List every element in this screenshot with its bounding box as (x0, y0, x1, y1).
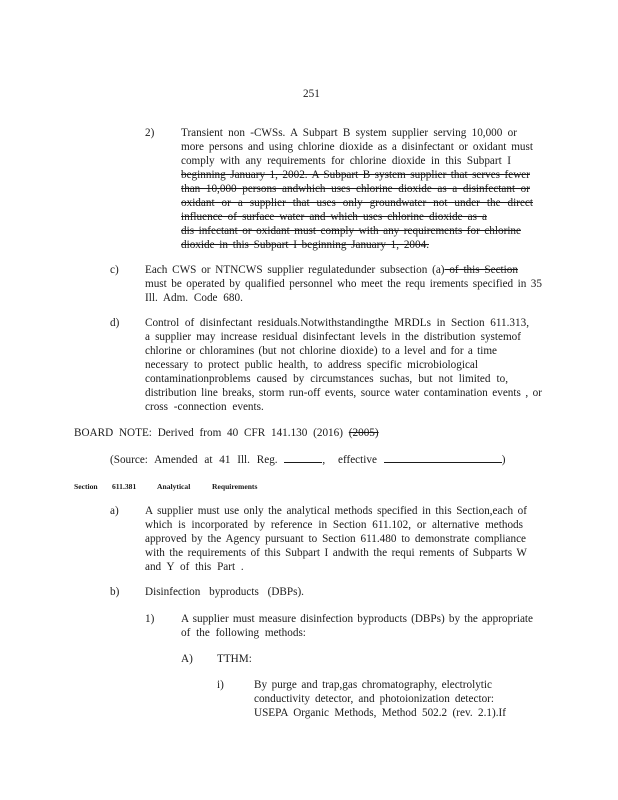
item-b1-line: A supplier must measure disinfection byproducts (DBPs) by the appropriate (181, 613, 533, 625)
item-d-line: distribution line breaks, storm run-off events, source water contamination events , or (145, 387, 542, 399)
section-title-2: Requirements (212, 482, 258, 491)
item-a-line: A supplier must use only the analytical methods specified in this Section,each of (145, 505, 527, 517)
item-A-text: TTHM: (217, 653, 252, 665)
item-A-label: A) (181, 653, 193, 665)
item-c-text: Each CWS or NTNCWS supplier regulatedunder subsection (a) (145, 264, 445, 276)
board-note (74, 426, 379, 440)
item-d-line: Control of disinfectant residuals.Notwithstandingthe MRDLs in Section 611.313, (145, 317, 529, 329)
item-c-line: Ill. Adm. Code 680. (145, 292, 243, 304)
board-note-deleted-year: (2005) (348, 427, 379, 439)
item-b-text: Disinfection byproducts (DBPs). (145, 586, 304, 598)
item-i-line: By purge and trap,gas chromatography, electrolytic (254, 679, 492, 691)
item-2-deleted-line: oxidant or a supplier that uses only groundwater not under the direct (181, 197, 533, 209)
source-comma: , (322, 454, 326, 466)
item-a-line: which is incorporated by reference in Section 611.102, or alternative methods (145, 519, 523, 531)
item-d-line: contaminationproblems caused by circumstances suchas, but not limited to, (145, 373, 508, 385)
item-2-deleted-line: than 10,000 persons andwhich uses chlorine dioxide as a disinfectant or (181, 183, 530, 195)
item-2-deleted-line: influence of surface water and which uses chlorine dioxide as a (181, 211, 487, 223)
item-a-line: with the requirements of this Subpart I andwith the requi rements of Subparts W (145, 547, 527, 559)
section-title: Analytical (157, 482, 191, 491)
item-2-line: more persons and using chlorine dioxide as a disinfectant or oxidant must (181, 141, 533, 153)
source-text: (Source: Amended at 41 Ill. Reg. (110, 454, 278, 466)
item-2-deleted-line: dis infectant or oxidant must comply with any requirements for chlorine (181, 225, 521, 237)
item-2-label: 2) (145, 127, 155, 139)
item-a-line: approved by the Agency pursuant to Section 611.480 to demonstrate compliance (145, 533, 526, 545)
item-c-line: must be operated by qualified personnel who meet the requ irements specified in 35 (145, 278, 542, 290)
item-c-deleted-text: of this Section (444, 264, 518, 276)
item-b1-line: of the following methods: (181, 627, 306, 639)
item-d-line: cross -connection events. (145, 401, 264, 413)
section-number: 611.381 (112, 482, 137, 491)
effective-date-blank (384, 452, 502, 463)
item-2-deleted-line: dioxide in this Subpart I beginning January 1, 2004. (181, 239, 429, 251)
register-blank (284, 452, 322, 463)
item-a-line: and Y of this Part . (145, 561, 244, 573)
item-i-line: conductivity detector, and photoionization detector: (254, 693, 494, 705)
board-note-text: BOARD NOTE: Derived from 40 CFR 141.130 (2016) (74, 427, 349, 439)
item-2-line: Transient non -CWSs. A Subpart B system supplier serving 10,000 or (181, 127, 517, 139)
source-line (110, 452, 505, 467)
item-b1-label: 1) (145, 613, 155, 625)
item-b-label: b) (110, 586, 120, 598)
item-d-label: d) (110, 317, 120, 329)
page-number: 251 (303, 88, 320, 100)
item-c-label: c) (110, 264, 119, 276)
section-label: Section (74, 482, 98, 491)
item-2-line: comply with any requirements for chlorine dioxide in this Subpart I (181, 155, 511, 167)
item-i-label: i) (217, 679, 224, 691)
source-close: ) (501, 454, 506, 466)
item-2-deleted-line: beginning January 1, 2002. A Subpart B system supplier that serves fewer (181, 169, 530, 181)
item-i-line: USEPA Organic Methods, Method 502.2 (rev. 2.1).If (254, 707, 506, 719)
item-c-line (145, 263, 540, 277)
item-a-label: a) (110, 505, 119, 517)
source-effective-label: effective (337, 454, 377, 466)
item-d-line: a supplier may increase residual disinfectant levels in the distribution systemof (145, 331, 521, 343)
item-d-line: necessary to protect public health, to address specific microbiological (145, 359, 478, 371)
item-d-line: chlorine or chloramines (but not chlorine dioxide) to a level and for a time (145, 345, 497, 357)
